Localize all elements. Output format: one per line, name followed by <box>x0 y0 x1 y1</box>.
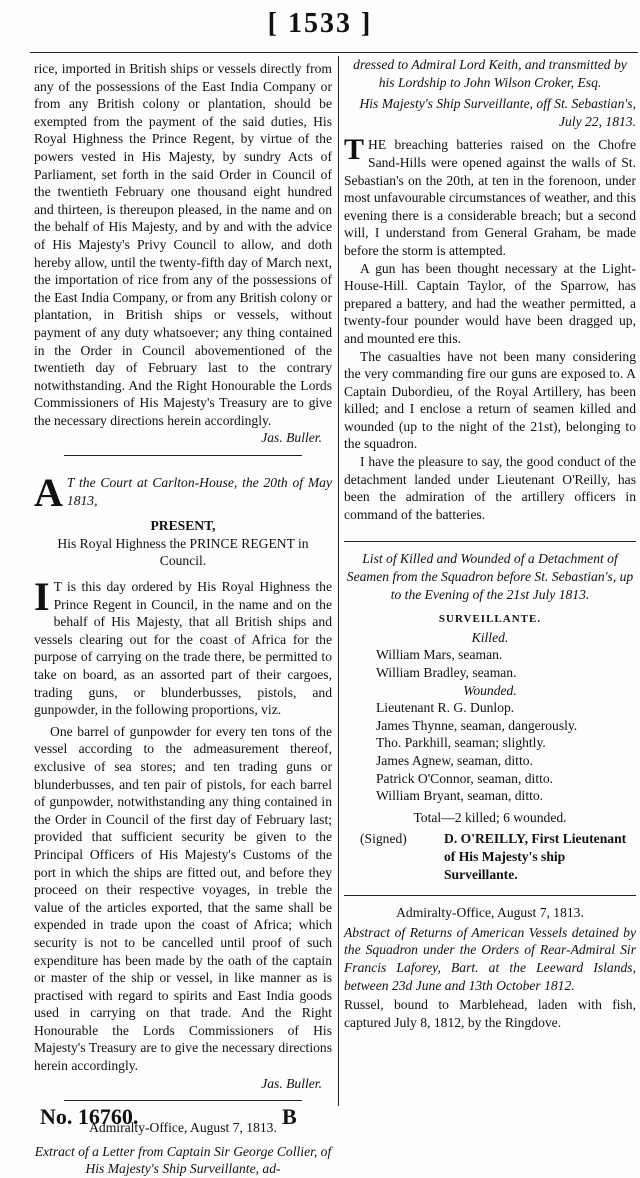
letter-paragraph-3: The casualties have not been many considering the very commanding fire our guns are exposed to. A Captain Dubordieu, of the Royal Artillery, has been killed; and I enclose a return of seamen killed and wounded (up to the night of the 21st), belonging to the squadron. <box>344 348 636 452</box>
wounded-entry: Tho. Parkhill, seaman; slightly. <box>376 735 546 751</box>
admiralty-heading: Admiralty-Office, August 7, 1813. <box>89 1120 277 1136</box>
section-rule <box>344 895 636 896</box>
signature-block <box>344 830 636 883</box>
letter-paragraph-1: THE breaching batteries raised on the Chofre Sand-Hills were opened against the walls of St. Sebastian's on the 20th, at ten in the forenoon, under most unfavourable circumstances of weather, and this evening there is a considerable breach; but a second will, I understand from General Graham, be made before the storm is attempted. <box>344 133 636 258</box>
section-rule <box>344 541 636 542</box>
letter-paragraph-2: A gun has been thought necessary at the Light-House-Hill. Captain Taylor, of the Sparrow, has prepared a battery, and had the weather permitted, a twenty-four pounder would have been dragged up, and mounted ere this. <box>344 260 636 346</box>
page-number: [ 1533 ] <box>267 8 373 39</box>
presence-line: His Royal Highness the PRINCE REGENT in Council. <box>57 535 309 569</box>
column-divider <box>338 56 339 1106</box>
signature-mark: B <box>282 1104 297 1129</box>
signer-name: D. O'REILLY, First Lieutenant of His Majesty's ship Surveillante. <box>444 831 627 882</box>
casualty-total: Total—2 killed; 6 wounded. <box>413 809 567 825</box>
court-heading: A T the Court at Carlton-House, the 20th of May 1813, <box>34 470 332 516</box>
wounded-entry: Patrick O'Connor, seaman, ditto. <box>376 770 554 786</box>
section-rule <box>64 1100 302 1101</box>
wounded-entry: James Agnew, seaman, ditto. <box>376 752 533 768</box>
vessel-entry-russel: Russel, bound to Marblehead, laden with fish, captured July 8, 1812, by the Ringdove. <box>344 997 636 1030</box>
wounded-label: Wounded. <box>463 682 517 698</box>
drop-cap: A <box>34 470 63 516</box>
present-heading: PRESENT, <box>150 518 216 534</box>
killed-entry: William Mars, seaman. <box>376 647 503 663</box>
casualty-list-title: List of Killed and Wounded of a Detachment of Seamen from the Squadron before St. Sebastian's, up to the Evening of the 21st July 1813. <box>346 551 634 602</box>
section-rule <box>64 455 302 456</box>
drop-cap: T <box>344 133 365 167</box>
wounded-entry: James Thynne, seaman, dangerously. <box>376 717 578 733</box>
admiralty-heading-2: Admiralty-Office, August 7, 1813. <box>396 905 584 921</box>
gunpowder-paragraph: One barrel of gunpowder for every ten tons of the vessel according to the admeasurement thereof, exclusive of sea stores; and ten trading guns or blunderbusses, and ten pair of pistols, for each barrel of gunpowder, notwithstanding any thing contained in the Order in Council of the first day of February last; provided that sufficient security be given to the Principal Officers of His Majesty's Customs of the port in which the ships are fitted out, and before they proceed on their respective voyages, in treble the value of the articles exported, that the same shall be expended in trade upon the coast of Africa; which security is not to be cancelled until proof of such expenditure has been made by the oath of the captain or master of the ship or vessel, in like manner as is practised with regard to spirits and East India goods used in carrying on that trade. And the Right Honourable the Lords Commissioners of His Majesty's Treasury are to give the necessary directions herein accordingly. <box>34 723 332 1074</box>
killed-label: Killed. <box>471 629 509 645</box>
drop-cap: I <box>34 574 50 620</box>
signature-buller-1: Jas. Buller. <box>261 430 322 446</box>
africa-order-paragraph: I T is this day ordered by His Royal Highness the Prince Regent in Council, in the name and on the behalf of His Majesty, that all British ships and vessels clearing out for the coast of Africa for the purpose of carrying on the trade there, be permitted to take on board, as an assorted part of their cargoes, trading guns, or blunderbusses, pistols, and gunpowder, in the following proportions, viz. <box>34 574 332 718</box>
ship-name-caps: SURVEILLANTE. <box>438 613 542 626</box>
ship-dateline: His Majesty's Ship Surveillante, off St. Sebastian's, July 22, 1813. <box>359 96 636 129</box>
abstract-heading: Abstract of Returns of American Vessels detained by the Squadron under the Orders of Rear-Admiral Sir Francis Laforey, Bart. at the Leeward Islands, between 23d June and 13th October 1812. <box>344 924 636 993</box>
extract-heading: Extract of a Letter from Captain Sir George Collier, of His Majesty's Ship Surveillante, ad- <box>34 1143 332 1177</box>
wounded-entry: Lieutenant R. G. Dunlop. <box>376 700 515 716</box>
right-column <box>344 56 636 1031</box>
signature-buller-2: Jas. Buller. <box>261 1075 322 1091</box>
wounded-entry: William Bryant, seaman, ditto. <box>376 788 544 804</box>
letter-paragraph-4: I have the pleasure to say, the good conduct of the detachment landed under Lieutenant O'Reilly, has been the admiration of the artillery officers in command of the batteries. <box>344 454 636 522</box>
signed-label: (Signed) <box>360 831 407 847</box>
rice-order-continuation: rice, imported in British ships or vessels directly from any of the possessions of the East India Company or from any British colony or plantation, should be exempted from the payment of the said duties, His Royal Highness the Prince Regent, by virtue of the powers vested in His Majesty, by sundry Acts of Parliament, set forth in the said Order in Council of the twentieth February one thousand eight hundred and thirteen, is thereupon pleased, in the name and on the behalf of His Majesty, and by and with the advice of His Majesty's Privy Council to allow, and doth hereby allow, until the twenty-fifth day of March next, the importation of rice from any of the possessions of the East India Company, or from any British colony or plantation, in British ships or vessels, without payment of any duty whatsoever; any thing contained in the Order in Council abovementioned of the twentieth day of February last to the contrary notwithstanding. And the Right Honourable the Lords Commissioners of His Majesty's Treasury are to give the necessary directions herein accordingly. <box>34 61 332 428</box>
letter-address: dressed to Admiral Lord Keith, and transmitted by his Lordship to John Wilson Croker, Esq. <box>353 57 627 90</box>
left-column <box>34 60 332 1178</box>
gazette-number: No. 16760. <box>40 1104 139 1129</box>
killed-entry: William Bradley, seaman. <box>376 665 517 680</box>
top-rule <box>30 52 638 53</box>
